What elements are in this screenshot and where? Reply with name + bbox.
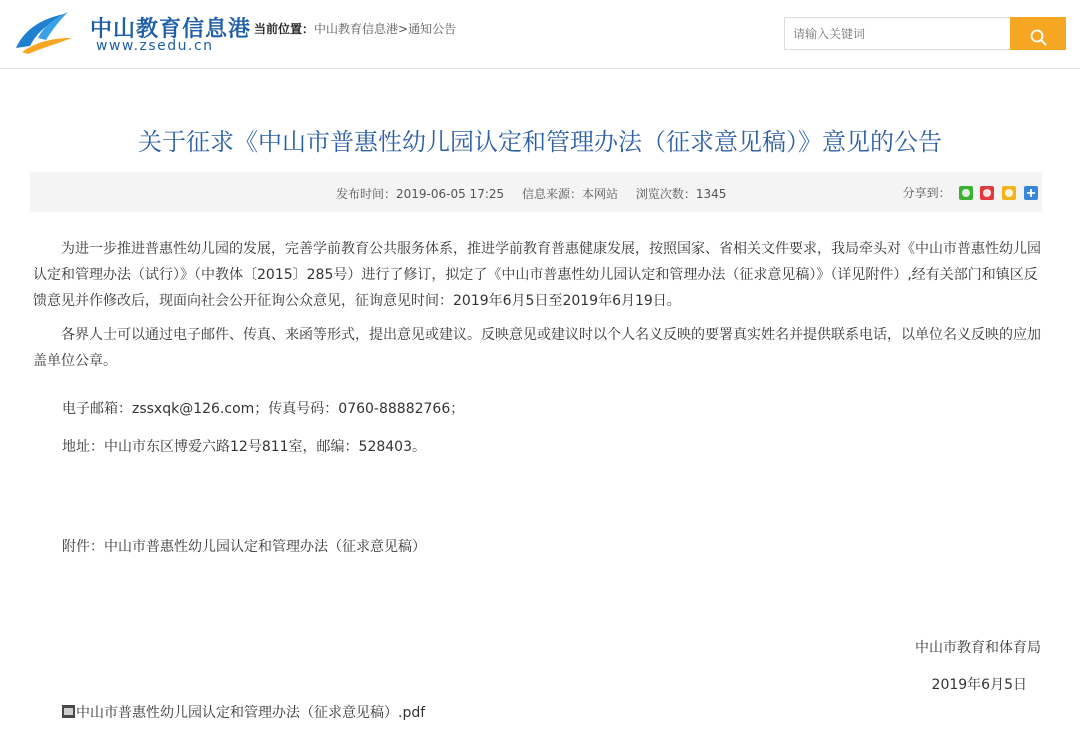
- site-logo[interactable]: [12, 4, 252, 62]
- attachment-file-name: 中山市普惠性幼儿园认定和管理办法（征求意见稿）.pdf: [76, 705, 426, 721]
- contact-line: 电子邮箱：zssxqk@126.com；传真号码：0760-88882766；: [62, 401, 465, 417]
- article-title: 关于征求《中山市普惠性幼儿园认定和管理办法（征求意见稿）》意见的公告: [138, 128, 942, 156]
- qzone-icon[interactable]: [1002, 186, 1016, 200]
- article-meta-bar: [30, 172, 1042, 212]
- address-line: 地址：中山市东区博爱六路12号811室，邮编：528403。: [62, 439, 426, 455]
- breadcrumb-separator: >: [398, 22, 409, 36]
- paragraph-feedback: 各界人士可以通过电子邮件、传真、来函等形式，提出意见或建议。反映意见或建议时以个人名义反映的要署真实姓名并提供联系电话，以单位名义反映的应加盖单位公章。: [33, 327, 1041, 369]
- logo-mark-icon: [12, 8, 76, 56]
- breadcrumb-home-link[interactable]: 中山教育信息港: [314, 22, 399, 36]
- weibo-icon[interactable]: [980, 186, 994, 200]
- article-body: [33, 236, 1043, 374]
- search-input[interactable]: [784, 17, 1019, 50]
- search-box: [784, 17, 1066, 50]
- logo-url: www.zsedu.cn: [96, 38, 214, 54]
- share-label: 分享到：: [902, 186, 951, 200]
- breadcrumb-current-link[interactable]: 通知公告: [408, 22, 457, 36]
- publish-time: 发布时间：2019-06-05 17:25: [336, 187, 505, 201]
- info-source: 信息来源：本网站: [521, 187, 618, 201]
- attachment-label: 附件：中山市普惠性幼儿园认定和管理办法（征求意见稿）: [62, 539, 426, 555]
- more-share-icon[interactable]: [1024, 186, 1038, 200]
- wechat-icon[interactable]: [959, 186, 973, 200]
- article-meta: [336, 185, 740, 202]
- breadcrumb-label: 当前位置：: [254, 22, 315, 36]
- search-icon: [1030, 29, 1047, 46]
- search-button[interactable]: [1010, 17, 1066, 50]
- attachment-file-link[interactable]: [62, 702, 425, 722]
- view-count: 浏览次数：1345: [635, 187, 727, 201]
- pdf-icon: [62, 705, 75, 718]
- signature-org: 中山市教育和体育局: [915, 640, 1041, 656]
- site-header: [0, 0, 1080, 69]
- logo-title: 中山教育信息港: [90, 17, 252, 42]
- share-bar: [903, 184, 1038, 200]
- breadcrumb: [254, 20, 456, 37]
- signature-date: 2019年6月5日: [931, 677, 1027, 693]
- paragraph-intro: 为进一步推进普惠性幼儿园的发展，完善学前教育公共服务体系，推进学前教育普惠健康发展，按照国家、省相关文件要求，我局牵头对《中山市普惠性幼儿园认定和管理办法（试行）》（中教体〔2015〕285号）进行了修订，拟定了《中山市普惠性幼儿园认定和管理办法（征求意见稿）》（详见附件）,经有关部门和镇区反馈意见并作修改后，现面向社会公开征询公众意见，征询意见时间：2019年6月5日至2019年6月19日。: [33, 241, 1041, 309]
